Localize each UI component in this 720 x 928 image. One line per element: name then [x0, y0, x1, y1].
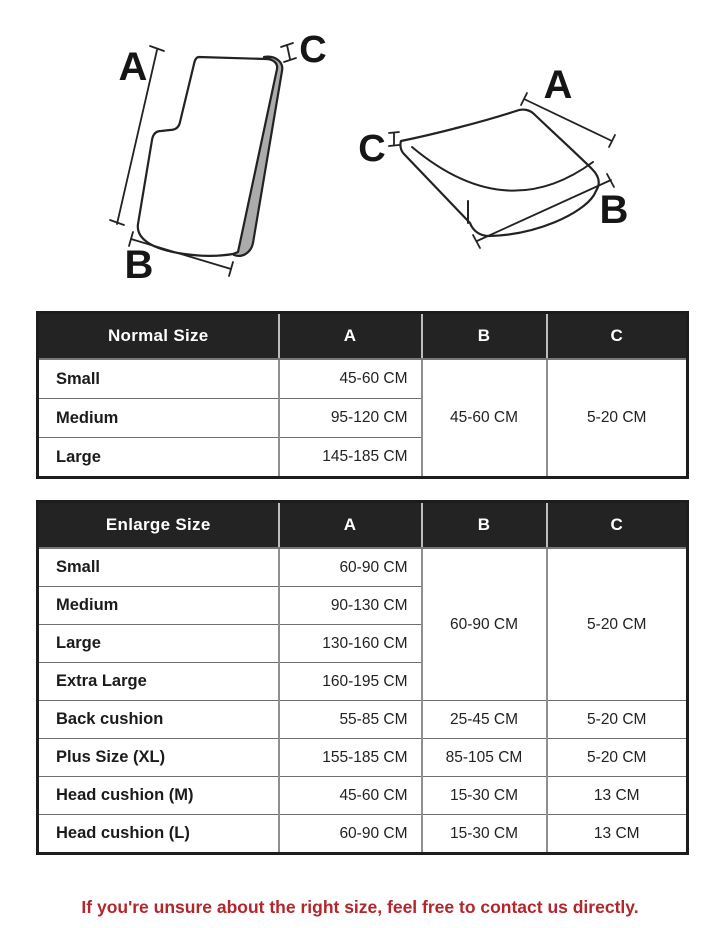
dim-b-value-merged: 45-60 CM	[422, 359, 547, 478]
dim-c-value: 13 CM	[547, 815, 688, 854]
table-row	[38, 739, 688, 777]
table-row	[38, 815, 688, 854]
dimension-c-tick-bottom	[389, 145, 399, 146]
cushion-outline	[400, 110, 598, 236]
dimension-a-tick-right	[609, 135, 615, 147]
dim-b-value: 15-30 CM	[422, 777, 547, 815]
table-header-row	[38, 502, 688, 549]
dim-a-value: 145-185 CM	[279, 438, 422, 478]
table-row	[38, 701, 688, 739]
size-row-label: Medium	[38, 399, 279, 438]
dimension-c-stem	[287, 45, 290, 59]
seat-cushion-diagram	[340, 30, 720, 270]
dim-c-value-merged: 5-20 CM	[547, 359, 688, 478]
footer-note: If you're unsure about the right size, feel free to contact us directly.	[81, 897, 639, 917]
back-cushion-diagram	[0, 0, 340, 300]
size-row-label: Head cushion (M)	[38, 777, 279, 815]
size-row-label: Large	[38, 625, 279, 663]
dim-label-c: C	[299, 29, 327, 71]
col-c-header: C	[547, 502, 688, 549]
size-row-label: Extra Large	[38, 663, 279, 701]
dim-a-value: 60-90 CM	[279, 548, 422, 587]
dim-label-a: A	[118, 45, 148, 89]
size-row-label: Small	[38, 359, 279, 399]
diagram-area	[0, 0, 720, 311]
dim-a-value: 95-120 CM	[279, 399, 422, 438]
col-b-header: B	[422, 502, 547, 549]
dim-a-value: 45-60 CM	[279, 359, 422, 399]
table-row	[38, 777, 688, 815]
dim-a-value: 130-160 CM	[279, 625, 422, 663]
enlarge-size-table	[36, 500, 689, 855]
table-row	[38, 548, 688, 587]
col-a-header: A	[279, 502, 422, 549]
dim-a-value: 90-130 CM	[279, 587, 422, 625]
size-row-label: Large	[38, 438, 279, 478]
col-b-header: B	[422, 313, 547, 360]
col-a-header: A	[279, 313, 422, 360]
dim-label-b: B	[124, 243, 154, 287]
size-row-label: Plus Size (XL)	[38, 739, 279, 777]
table-title-cell: Enlarge Size	[38, 502, 279, 549]
table-title-cell: Normal Size	[38, 313, 279, 360]
size-row-label: Head cushion (L)	[38, 815, 279, 854]
dim-c-value: 5-20 CM	[547, 739, 688, 777]
dim-a-value: 155-185 CM	[279, 739, 422, 777]
table-row	[38, 359, 688, 399]
dimension-c	[389, 132, 399, 146]
dimension-a-tick-left	[521, 93, 527, 105]
size-row-label: Back cushion	[38, 701, 279, 739]
dim-b-value-merged: 60-90 CM	[422, 548, 547, 701]
dimension-b-tick-left	[473, 235, 480, 248]
size-row-label: Small	[38, 548, 279, 587]
dim-a-value: 60-90 CM	[279, 815, 422, 854]
dim-b-value: 85-105 CM	[422, 739, 547, 777]
dim-c-value: 13 CM	[547, 777, 688, 815]
dim-label-a: A	[543, 63, 573, 107]
dim-label-b: B	[599, 188, 629, 232]
col-c-header: C	[547, 313, 688, 360]
dim-label-c: C	[358, 128, 386, 170]
normal-size-table	[36, 311, 689, 479]
dim-a-value: 45-60 CM	[279, 777, 422, 815]
size-row-label: Medium	[38, 587, 279, 625]
dim-c-value-merged: 5-20 CM	[547, 548, 688, 701]
dim-c-value: 5-20 CM	[547, 701, 688, 739]
table-header-row	[38, 313, 688, 360]
dim-a-value: 55-85 CM	[279, 701, 422, 739]
dimension-c	[281, 43, 296, 62]
dim-b-value: 15-30 CM	[422, 815, 547, 854]
dim-b-value: 25-45 CM	[422, 701, 547, 739]
dim-a-value: 160-195 CM	[279, 663, 422, 701]
